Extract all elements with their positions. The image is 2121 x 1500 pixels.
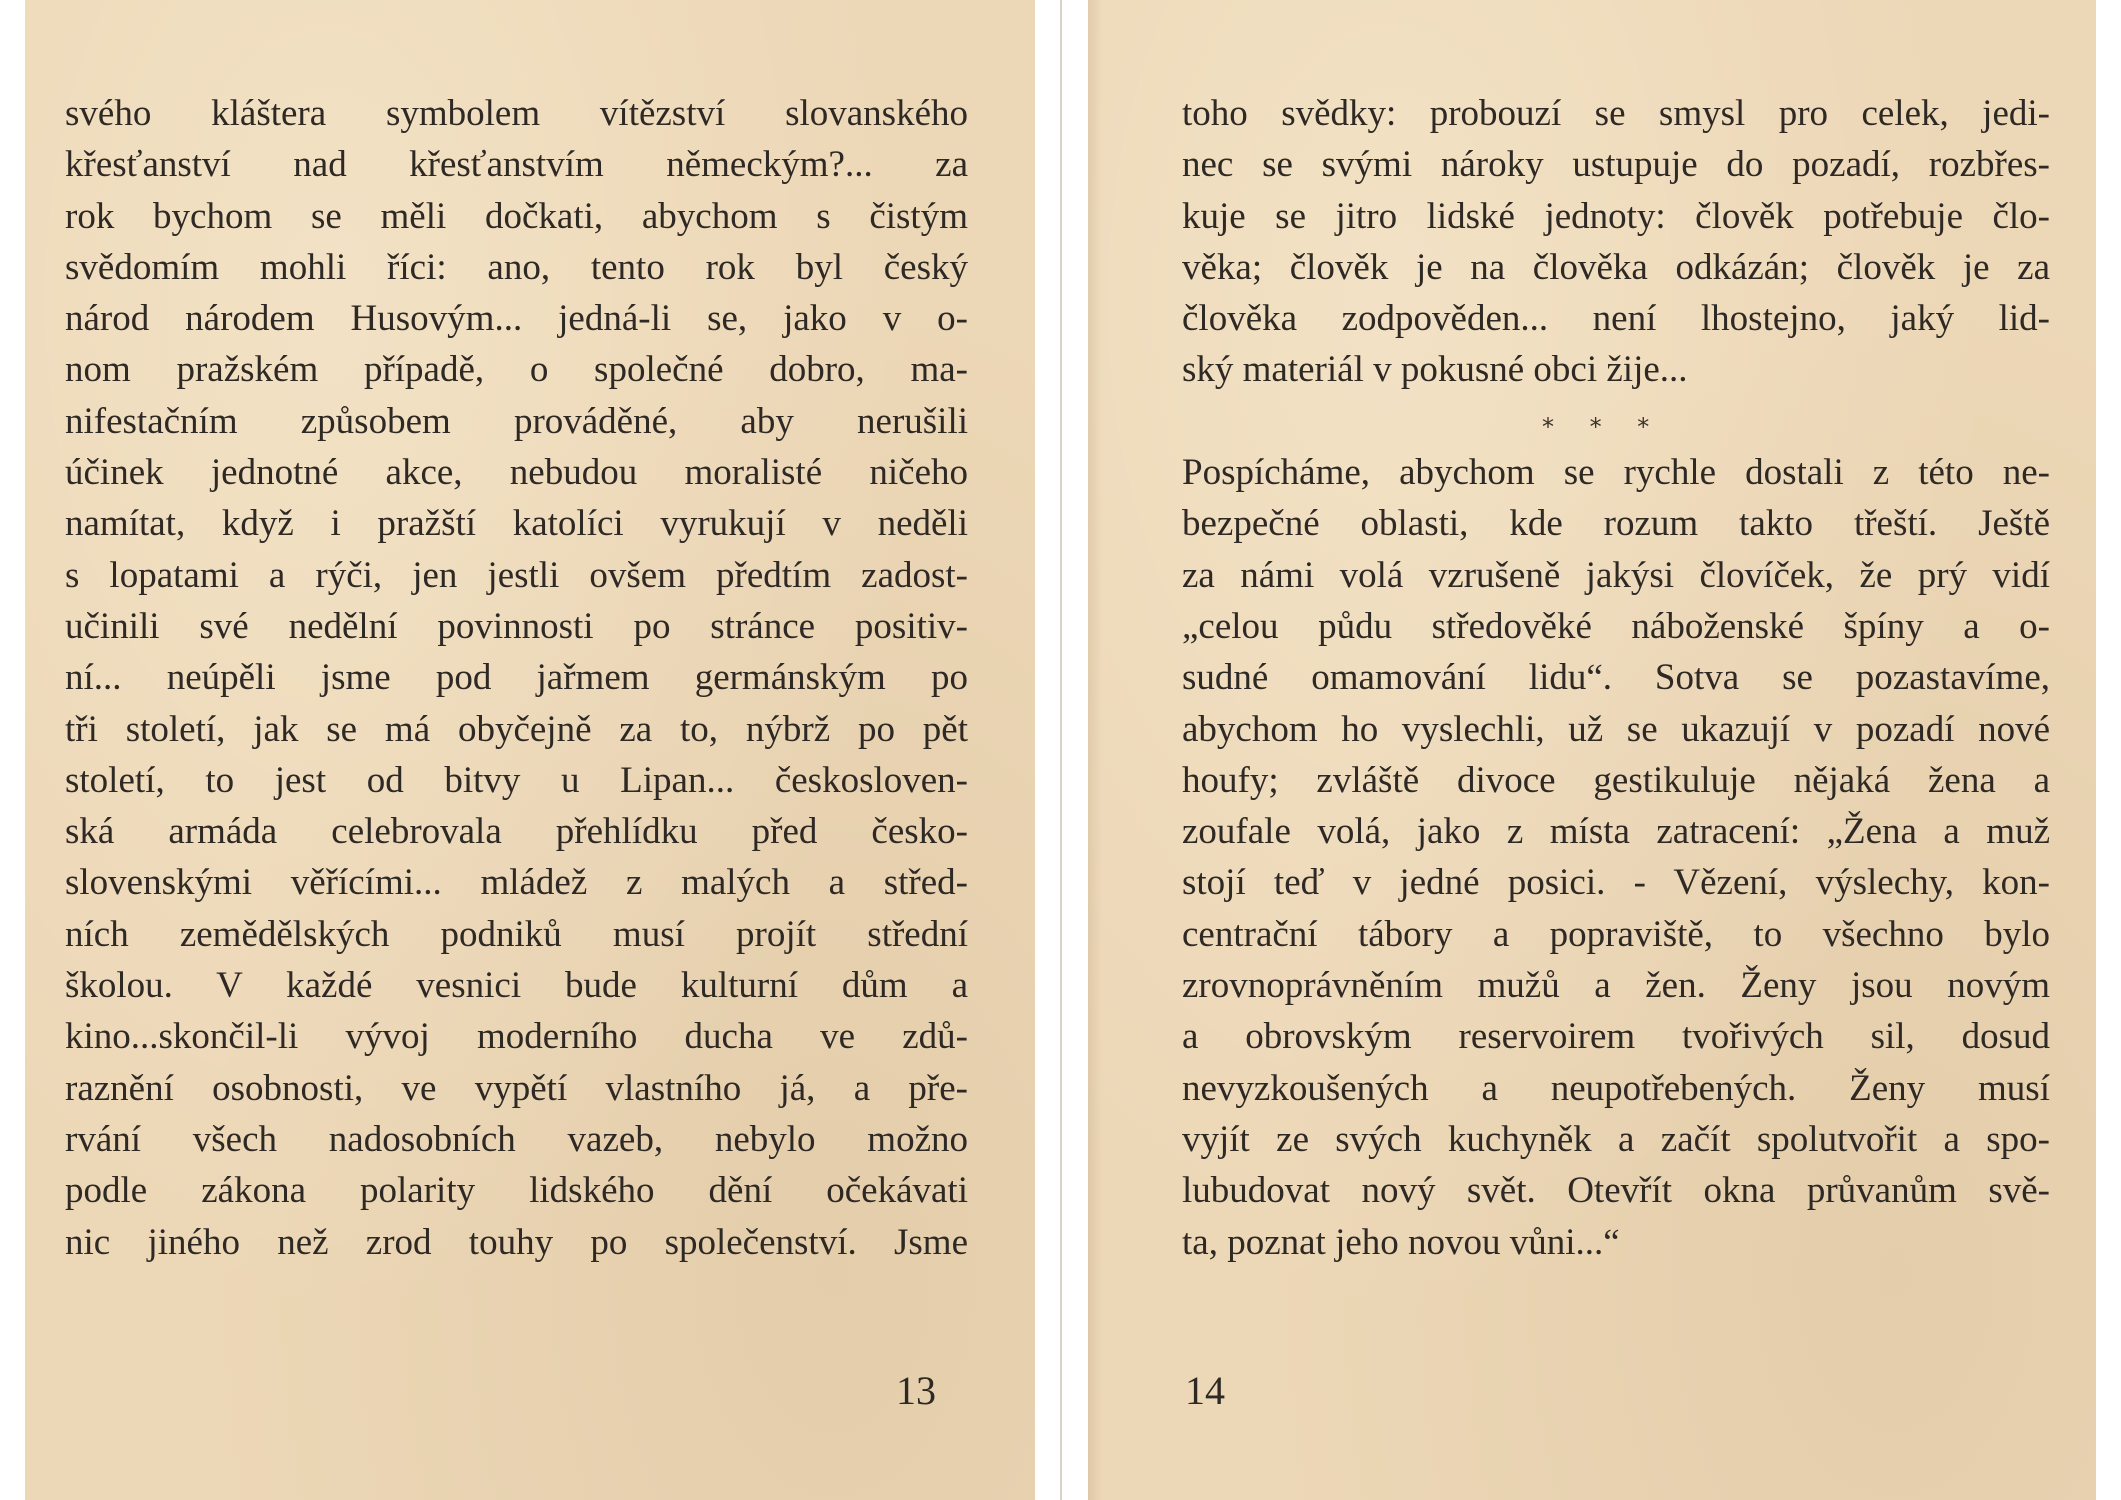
text-line: toho svědky: probouzí se smysl pro celek, jedi- [1182,93,2050,134]
text-line: svědomím mohli říci: ano, tento rok byl český [65,246,968,288]
left-page [25,0,1035,1500]
text-line: tři století, jak se má obyčejně za to, nýbrž po pět [65,708,968,750]
text-line: sudné omamování lidu“. Sotva se pozastavíme, [1182,657,2050,699]
text-line: s lopatami a rýči, jen jestli ovšem předtím zadost- [65,554,968,596]
text-line: století, to jest od bitvy u Lipan... českosloven- [65,759,968,801]
text-line: svého kláštera symbolem vítězství slovanského [65,93,968,134]
page-number: 14 [1185,1368,1225,1413]
text-line: stojí teď v jedné posici. - Vězení, výslechy, kon- [1182,862,2050,904]
text-line: abychom ho vyslechli, už se ukazují v pozadí nové [1182,708,2050,750]
text-line: namítat, když i pražští katolíci vyrukují v neděli [65,503,968,545]
text-line: ta, poznat jeho novou vůni...“ [1182,1221,1620,1263]
text-line: nevyzkoušených a neupotřebených. Ženy musí [1182,1067,2050,1109]
section-break-asterisks [1182,396,2050,447]
text-line: kino...skončil-li vývoj moderního ducha ve zdů- [65,1016,968,1058]
text-line: ní... neúpěli jsme pod jařmem germánským po [65,657,968,699]
text-line: zoufale volá, jako z místa zatracení: „Žena a muž [1182,811,2050,853]
text-line: „celou půdu středověké náboženské špíny a o- [1182,605,2050,647]
left-page-text [65,88,968,1268]
text-line: školou. V každé vesnici bude kulturní dům a [65,965,968,1007]
text-line: raznění osobnosti, ve vypětí vlastního já, a pře- [65,1067,968,1109]
text-line: vyjít ze svých kuchyněk a začít spolutvořit a spo- [1182,1118,2050,1160]
text-line: křesťanství nad křesťanstvím německým?... za [65,144,968,186]
text-line: kuje se jitro lidské jednoty: člověk potřebuje člo- [1182,195,2050,237]
gutter-divider [1060,0,1062,1500]
right-page [1088,0,2096,1500]
text-line: nic jiného než zrod touhy po společenství. Jsme [65,1221,968,1263]
text-line: ních zemědělských podniků musí projít střední [65,913,968,955]
text-line: Pospícháme, abychom se rychle dostali z této ne- [1182,452,2050,494]
text-line: rok bychom se měli dočkati, abychom s čistým [65,195,968,237]
text-line: lubudovat nový svět. Otevřít okna průvanům svě- [1182,1170,2050,1212]
text-line: národ národem Husovým... jedná-li se, jako v o- [65,298,968,340]
text-line: a obrovským reservoirem tvořivých sil, dosud [1182,1016,2050,1058]
text-line: nom pražském případě, o společné dobro, ma- [65,349,968,391]
text-line: bezpečné oblasti, kde rozum takto třeští. Ještě [1182,503,2050,545]
text-line: učinili své nedělní povinnosti po stránce positiv- [65,605,968,647]
text-line: podle zákona polarity lidského dění očekávati [65,1170,968,1212]
text-line: člověka zodpověden... není lhostejno, jaký lid- [1182,298,2050,340]
text-line: nifestačním způsobem prováděné, aby nerušili [65,400,968,442]
text-line: zrovnoprávněním mužů a žen. Ženy jsou novým [1182,965,2050,1007]
text-line: centrační tábory a popraviště, to všechno bylo [1182,913,2050,955]
section-break-text: * * * [1542,412,1664,441]
text-line: rvání všech nadosobních vazeb, nebylo možno [65,1118,968,1160]
text-line: houfy; zvláště divoce gestikuluje nějaká žena a [1182,759,2050,801]
text-line: ská armáda celebrovala přehlídku před česko- [65,811,968,853]
text-line: věka; člověk je na člověka odkázán; člověk je za [1182,246,2050,288]
text-line: slovenskými věřícími... mládež z malých a střed- [65,862,968,904]
text-line: ský materiál v pokusné obci žije... [1182,349,1688,391]
text-line: za námi volá vzrušeně jakýsi človíček, že prý vidí [1182,554,2050,596]
text-line: účinek jednotné akce, nebudou moralisté ničeho [65,452,968,494]
page-number: 13 [896,1368,936,1413]
text-line: nec se svými nároky ustupuje do pozadí, rozbřes- [1182,144,2050,186]
right-page-text [1182,88,2050,1268]
